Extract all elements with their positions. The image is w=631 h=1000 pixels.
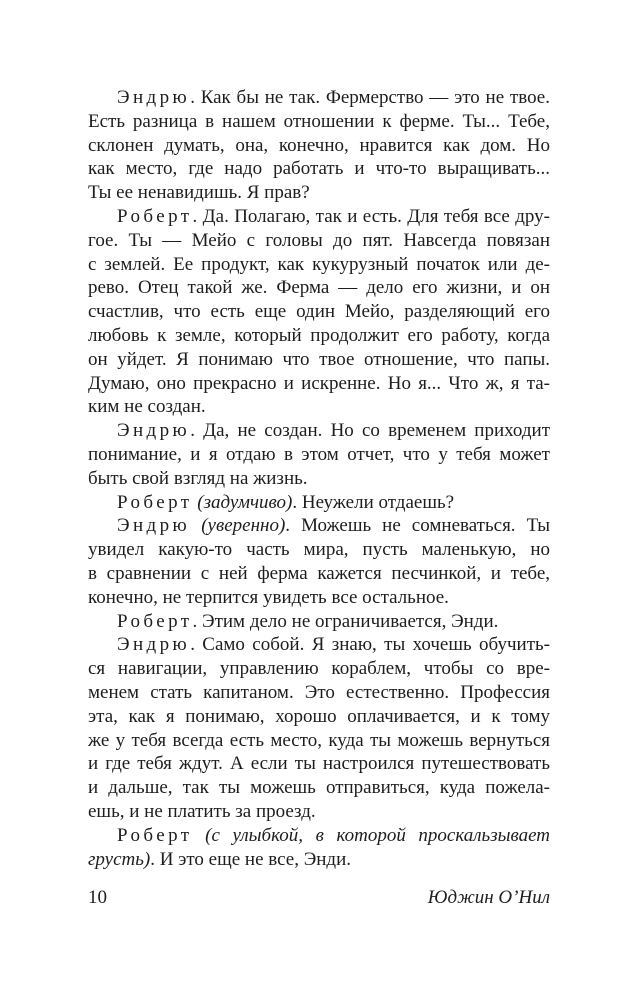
- dialogue-text: как место, где надо работать и что-то выращивать...: [88, 158, 550, 180]
- dialogue-text: гое. Ты — Мейо с головы до пят. Навсегда повязан: [88, 229, 550, 251]
- dialogue-text: же у тебя всегда есть место, куда ты можешь вернуться: [88, 729, 550, 751]
- dialogue-text: увидел какую-то часть мира, пусть маленькую, но: [88, 539, 550, 561]
- page-number: 10: [88, 887, 107, 908]
- stage-direction: (с улыбкой, в которой проскальзывает: [205, 824, 550, 846]
- text-line: [88, 276, 550, 300]
- text-line: [88, 538, 550, 562]
- character-name: Эндрю: [117, 87, 191, 108]
- character-name: Эндрю: [117, 420, 191, 442]
- dialogue-text: Есть разница в нашем отношении к ферме. Ты... Тебе,: [88, 110, 550, 132]
- text-line: [88, 800, 550, 824]
- dialogue-text: склонен думать, она, конечно, нравится как дом. Но: [88, 134, 550, 156]
- dialogue-text: . Этим дело не ограничивается, Энди.: [192, 610, 499, 632]
- running-title-author: Юджин О’Нил: [427, 887, 550, 908]
- text-line: [88, 705, 550, 729]
- dialogue-text: . Само собой. Я знаю, ты хочешь обучить-: [190, 634, 550, 656]
- text-line: [88, 657, 550, 681]
- text-line: [88, 776, 550, 800]
- text-line: [88, 86, 550, 110]
- paragraph: [88, 824, 550, 872]
- text-line: [88, 491, 550, 515]
- character-name: Эндрю: [117, 634, 191, 656]
- dialogue-text: . Как бы не так. Фермерство — это не твое.: [190, 87, 550, 108]
- text-block: [88, 86, 550, 871]
- text-line: [88, 157, 550, 181]
- dialogue-text: конечно, не терпится увидеть все остальное.: [88, 586, 449, 608]
- text-line: [88, 181, 550, 205]
- character-name: Роберт: [117, 824, 193, 846]
- dialogue-text: и дальше, так ты можешь отправиться, куда пожела-: [88, 777, 550, 799]
- text-line: [88, 562, 550, 586]
- character-name: Эндрю: [117, 515, 191, 537]
- paragraph: [88, 491, 550, 515]
- character-name: Роберт: [117, 491, 193, 513]
- text-line: [88, 586, 550, 610]
- dialogue-text: Ты ее ненавидишь. Я прав?: [88, 182, 310, 204]
- dialogue-text: . Да. Полагаю, так и есть. Для тебя все дру-: [192, 205, 550, 227]
- text-line: [88, 205, 550, 229]
- text-line: [88, 324, 550, 348]
- dialogue-text: любовь к земле, который продолжит его работу, когда: [88, 324, 550, 346]
- dialogue-text: ешь, и не платить за проезд.: [88, 800, 316, 822]
- stage-direction: (уверенно): [201, 515, 286, 537]
- page-footer: [88, 886, 550, 910]
- dialogue-text: ся навигации, управлению кораблем, чтобы со вре-: [88, 658, 550, 680]
- text-line: [88, 348, 550, 372]
- text-line: [88, 134, 550, 158]
- text-line: [88, 395, 550, 419]
- dialogue-text: . Можешь не сомневаться. Ты: [285, 515, 551, 537]
- text-line: [88, 824, 550, 848]
- dialogue-text: Думаю, оно прекрасно и искренне. Но я... Что ж, я та-: [88, 372, 550, 394]
- text-line: [88, 848, 550, 872]
- character-name: Роберт: [117, 610, 193, 632]
- paragraph: [88, 205, 550, 419]
- paragraph: [88, 610, 550, 634]
- dialogue-text: . И это еще не все, Энди.: [150, 848, 352, 870]
- text-line: [88, 419, 550, 443]
- dialogue-text: [193, 825, 206, 846]
- text-line: [88, 467, 550, 491]
- dialogue-text: эта, как я понимаю, хорошо оплачивается, и к тому: [88, 705, 550, 727]
- dialogue-text: менем стать капитаном. Это естественно. Профессия: [88, 681, 550, 703]
- text-line: [88, 514, 550, 538]
- text-line: [88, 729, 550, 753]
- text-line: [88, 372, 550, 396]
- dialogue-text: [190, 515, 201, 536]
- paragraph: [88, 86, 550, 205]
- text-line: [88, 110, 550, 134]
- text-line: [88, 610, 550, 634]
- dialogue-text: в сравнении с ней ферма кажется песчинкой, и тебе,: [88, 562, 550, 584]
- dialogue-text: . Да, не создан. Но со временем приходит: [190, 420, 550, 442]
- paragraph: [88, 514, 550, 609]
- paragraph: [88, 419, 550, 490]
- dialogue-text: понимание, и я отдаю в этом отчет, что у тебя может: [88, 443, 550, 465]
- text-line: [88, 443, 550, 467]
- text-line: [88, 752, 550, 776]
- dialogue-text: счастлив, что есть еще один Мейо, разделяющий его: [88, 301, 550, 323]
- text-line: [88, 681, 550, 705]
- text-line: [88, 300, 550, 324]
- paragraph: [88, 633, 550, 823]
- dialogue-text: . Неужели отдаешь?: [292, 491, 455, 513]
- dialogue-text: быть свой взгляд на жизнь.: [88, 467, 308, 489]
- stage-direction: грусть): [88, 848, 151, 870]
- text-line: [88, 633, 550, 657]
- dialogue-text: с землей. Ее продукт, как кукурузный початок или де-: [88, 253, 550, 275]
- stage-direction: (задумчиво): [197, 491, 293, 513]
- dialogue-text: он уйдет. Я понимаю что твое отношение, что папы.: [88, 348, 550, 370]
- dialogue-text: рево. Отец такой же. Ферма — дело его жизни, и он: [88, 277, 550, 299]
- dialogue-text: ким не создан.: [88, 396, 206, 418]
- text-line: [88, 229, 550, 253]
- text-line: [88, 253, 550, 277]
- dialogue-text: и где тебя ждут. А если ты настроился путешествовать: [88, 753, 550, 775]
- character-name: Роберт: [117, 205, 193, 227]
